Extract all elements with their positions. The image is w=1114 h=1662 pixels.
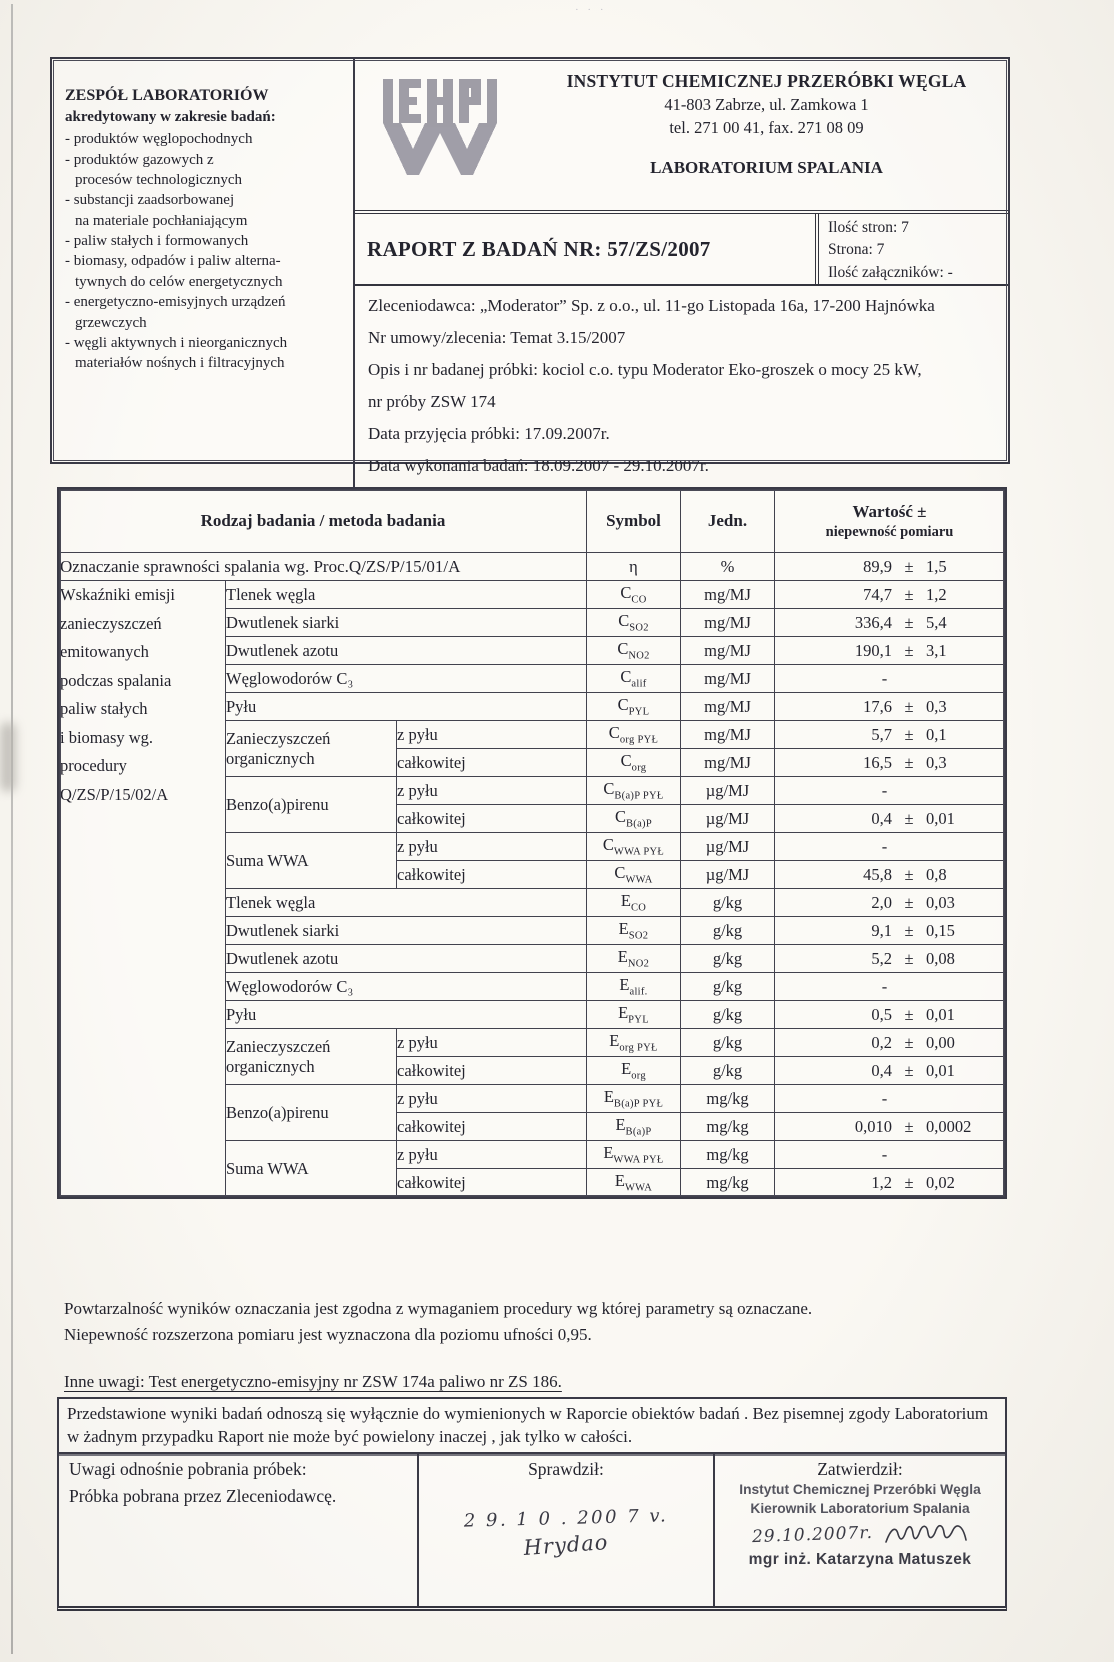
- accreditation-panel: [52, 59, 355, 488]
- test-subname: z pyłu: [397, 833, 587, 861]
- header-unit: Jedn.: [681, 490, 775, 553]
- approval-stamp-line2: Kierownik Laboratorium Spalania: [750, 1500, 970, 1516]
- accreditation-item: - biomasy, odpadów i paliw alterna-: [65, 253, 281, 270]
- unit: mg/MJ: [681, 721, 775, 749]
- institute-name: INSTYTUT CHEMICZNEJ PRZERÓBKI WĘGLA: [566, 71, 967, 91]
- note-line: Powtarzalność wyników oznaczania jest zgodna z wymaganiem procedury wg której parametry są oznaczane.: [64, 1299, 813, 1318]
- scan-smudge: [0, 722, 16, 792]
- header-value-line2: niepewność pomiaru: [825, 523, 954, 540]
- unit: g/kg: [681, 973, 775, 1001]
- checked-signature-handwritten: Hrydao: [522, 1530, 610, 1560]
- sampling-remarks-text: Próbka pobrana przez Zleceniodawcę.: [69, 1486, 337, 1506]
- unit: g/kg: [681, 945, 775, 973]
- unit: µg/MJ: [681, 777, 775, 805]
- unit: g/kg: [681, 917, 775, 945]
- report-title-row: [355, 210, 1008, 286]
- other-remarks: Inne uwagi: Test energetyczno-emisyjny nr ZSW 174a paliwo nr ZS 186.: [64, 1372, 562, 1391]
- test-name: Benzo(a)pirenu: [226, 777, 397, 833]
- symbol: $E_{org PYŁ}$: [587, 1029, 681, 1057]
- sampling-remarks-label: Uwagi odnośnie pobrania próbek:: [69, 1459, 307, 1479]
- approved-date-handwritten: 29.10.2007r.: [751, 1522, 873, 1547]
- symbol: $E_{NO2}$: [587, 945, 681, 973]
- unit: mg/MJ: [681, 693, 775, 721]
- test-name: Węglowodorów C₃: [226, 665, 587, 693]
- accreditation-list: [65, 129, 345, 374]
- symbol: $E_{B(a)P PYŁ}$: [587, 1085, 681, 1113]
- unit: mg/kg: [681, 1085, 775, 1113]
- institute-text: [535, 71, 1008, 178]
- accreditation-title: ZESPÓŁ LABORATORIÓW: [65, 87, 269, 104]
- notes-paragraph: [64, 1296, 1009, 1349]
- approved-by-name: mgr inż. Katarzyna Matuszek: [748, 1550, 972, 1568]
- unit: g/kg: [681, 889, 775, 917]
- signatures-table: [57, 1452, 1007, 1611]
- value: -: [775, 777, 1005, 805]
- report-detail-line: Nr umowy/zlecenia: Temat 3.15/2007: [368, 328, 626, 347]
- ichpw-logo-icon: [375, 71, 525, 179]
- value: 17,6 ± 0,3: [775, 693, 1005, 721]
- symbol: $C_{CO}$: [587, 581, 681, 609]
- value: 45,8 ± 0,8: [775, 861, 1005, 889]
- value: 16,5 ± 0,3: [775, 749, 1005, 777]
- results-table: [59, 489, 1005, 1197]
- report-detail-line: Opis i nr badanej próbki: kociol c.o. typu Moderator Eko-groszek o mocy 25 kW,: [368, 360, 922, 379]
- test-subname: całkowitej: [397, 1057, 587, 1085]
- unit: µg/MJ: [681, 833, 775, 861]
- report-details: [355, 286, 1008, 488]
- unit: mg/MJ: [681, 637, 775, 665]
- unit: g/kg: [681, 1057, 775, 1085]
- checked-by-label: Sprawdził:: [528, 1459, 604, 1479]
- accreditation-item: materiałów nośnych i filtracyjnych: [75, 355, 285, 372]
- symbol: η: [587, 553, 681, 581]
- test-subname: z pyłu: [397, 777, 587, 805]
- test-name: Suma WWA: [226, 833, 397, 889]
- value: -: [775, 1141, 1005, 1169]
- test-group-label: Wskaźniki emisji zanieczyszczeń emitowanych podczas spalania paliw stałych i biomasy wg. procedury Q/ZS/P/15/02/A: [60, 581, 226, 1197]
- test-subname: z pyłu: [397, 1141, 587, 1169]
- pages-info-line: Ilość załączników: -: [828, 263, 953, 281]
- report-detail-line: nr próby ZSW 174: [368, 392, 496, 411]
- header-value-line1: Wartość ±: [852, 501, 927, 521]
- unit: mg/MJ: [681, 749, 775, 777]
- approved-by-cell: [713, 1454, 1005, 1606]
- value: 0,5 ± 0,01: [775, 1001, 1005, 1029]
- report-detail-line: Data przyjęcia próbki: 17.09.2007r.: [368, 424, 610, 443]
- unit: mg/kg: [681, 1113, 775, 1141]
- test-name: Węglowodorów C₃: [226, 973, 587, 1001]
- value: 89,9 ± 1,5: [775, 553, 1005, 581]
- results-row: [60, 581, 1005, 609]
- value: 2,0 ± 0,03: [775, 889, 1005, 917]
- value: 74,7 ± 1,2: [775, 581, 1005, 609]
- test-name: Dwutlenek siarki: [226, 917, 587, 945]
- accreditation-item: - substancji zaadsorbowanej: [65, 192, 235, 209]
- handwritten-signature-icon: [883, 1522, 969, 1548]
- test-subname: z pyłu: [397, 721, 587, 749]
- unit: mg/kg: [681, 1169, 775, 1197]
- test-name: Benzo(a)pirenu: [226, 1085, 397, 1141]
- accreditation-subtitle: akredytowany w zakresie badań:: [65, 108, 276, 125]
- test-subname: całkowitej: [397, 805, 587, 833]
- accreditation-item: - produktów węglopochodnych: [65, 131, 253, 148]
- accreditation-item: tywnych do celów energetycznych: [75, 273, 283, 290]
- value: 1,2 ± 0,02: [775, 1169, 1005, 1197]
- accreditation-item: - energetyczno-emisyjnych urządzeń: [65, 294, 286, 311]
- unit: mg/MJ: [681, 665, 775, 693]
- value: 9,1 ± 0,15: [775, 917, 1005, 945]
- report-header-block: [50, 57, 1010, 475]
- disclaimer-box: [57, 1397, 1007, 1456]
- symbol: $C_{NO2}$: [587, 637, 681, 665]
- value: -: [775, 973, 1005, 1001]
- note-line: Niepewność rozszerzona pomiaru jest wyznaczona dla poziomu ufności 0,95.: [64, 1325, 592, 1345]
- checked-by-cell: [417, 1454, 713, 1606]
- symbol: $C_{WWA}$: [587, 861, 681, 889]
- report-title: RAPORT Z BADAŃ NR: 57/ZS/2007: [367, 236, 711, 261]
- test-name: Dwutlenek azotu: [226, 637, 587, 665]
- test-name: Tlenek węgla: [226, 889, 587, 917]
- symbol: $C_{alif}$: [587, 665, 681, 693]
- unit: mg/MJ: [681, 581, 775, 609]
- accreditation-item: - węgli aktywnych i nieorganicznych: [65, 335, 288, 352]
- disclaimer-text: Przedstawione wyniki badań odnoszą się wyłącznie do wymienionych w Raporcie obiektów badań . Bez pisemnej zgody Laboratorium w żadnym przypadku Raport nie może być powielony inaczej , jak tylko w całości.: [67, 1404, 989, 1447]
- approval-stamp-line1: Instytut Chemicznej Przeróbki Węgla: [739, 1482, 981, 1497]
- symbol: $C_{B(a)P}$: [587, 805, 681, 833]
- report-detail-line: Zleceniodawca: „Moderator” Sp. z o.o., ul. 11-go Listopada 16a, 17-200 Hajnówka: [368, 296, 935, 315]
- accreditation-item: grzewczych: [75, 314, 147, 331]
- scan-edge-line: [11, 4, 13, 1654]
- symbol: $C_{PYL}$: [587, 693, 681, 721]
- results-tbody: [60, 553, 1005, 1197]
- pages-info-line: Strona: 7: [828, 241, 885, 259]
- accreditation-item: - produktów gazowych z: [65, 151, 214, 168]
- unit: g/kg: [681, 1029, 775, 1057]
- pages-info-line: Ilość stron: 7: [828, 219, 909, 236]
- value: 0,4 ± 0,01: [775, 805, 1005, 833]
- unit: g/kg: [681, 1001, 775, 1029]
- symbol: $E_{WWA}$: [587, 1169, 681, 1197]
- unit: µg/MJ: [681, 805, 775, 833]
- checked-date-handwritten: 2 9. 1 0 . 200 7 v.: [463, 1505, 669, 1532]
- unit: mg/MJ: [681, 609, 775, 637]
- test-name: Dwutlenek siarki: [226, 609, 587, 637]
- value: 0,2 ± 0,00: [775, 1029, 1005, 1057]
- institute-header: [355, 59, 1008, 202]
- symbol: $E_{B(a)P}$: [587, 1113, 681, 1141]
- accreditation-item: na materiale pochłaniającym: [75, 212, 248, 229]
- unit: %: [681, 553, 775, 581]
- test-subname: całkowitej: [397, 861, 587, 889]
- approved-date-row: [725, 1522, 995, 1548]
- header-test-type: Rodzaj badania / metoda badania: [60, 490, 587, 553]
- laboratory-name: LABORATORIUM SPALANIA: [650, 158, 883, 177]
- test-name: Zanieczyszczeń organicznych: [226, 721, 397, 777]
- sampling-remarks-cell: [59, 1454, 417, 1606]
- value: -: [775, 833, 1005, 861]
- results-row: [60, 553, 1005, 581]
- unit: mg/kg: [681, 1141, 775, 1169]
- symbol: $E_{WWA PYŁ}$: [587, 1141, 681, 1169]
- value: 5,2 ± 0,08: [775, 945, 1005, 973]
- approved-by-label: Zatwierdził:: [817, 1459, 903, 1479]
- symbol: $C_{org PYŁ}$: [587, 721, 681, 749]
- institute-phone: tel. 271 00 41, fax. 271 08 09: [669, 118, 864, 137]
- test-name: Suma WWA: [226, 1141, 397, 1197]
- test-name: Oznaczanie sprawności spalania wg. Proc.Q/ZS/P/15/01/A: [60, 553, 587, 581]
- pages-info: [815, 214, 1008, 284]
- test-subname: z pyłu: [397, 1085, 587, 1113]
- symbol: $C_{SO2}$: [587, 609, 681, 637]
- results-table-block: [57, 487, 1007, 1199]
- accreditation-item: procesów technologicznych: [75, 171, 243, 188]
- scan-artifact-dots: · · ·: [575, 4, 607, 16]
- header-right: [355, 59, 1008, 488]
- results-header-row: [60, 490, 1005, 553]
- report-detail-line: Data wykonania badań: 18.09.2007 - 29.10.2007r.: [368, 456, 709, 475]
- symbol: $C_{WWA PYŁ}$: [587, 833, 681, 861]
- value: 5,7 ± 0,1: [775, 721, 1005, 749]
- unit: µg/MJ: [681, 861, 775, 889]
- test-name: Pyłu: [226, 1001, 587, 1029]
- value: 0,010 ± 0,0002: [775, 1113, 1005, 1141]
- value: -: [775, 1085, 1005, 1113]
- test-subname: całkowitej: [397, 1113, 587, 1141]
- test-name: Pyłu: [226, 693, 587, 721]
- value: -: [775, 665, 1005, 693]
- symbol: $C_{B(a)P PYŁ}$: [587, 777, 681, 805]
- symbol: $E_{CO}$: [587, 889, 681, 917]
- institute-address: 41-803 Zabrze, ul. Zamkowa 1: [664, 95, 869, 114]
- value: 336,4 ± 5,4: [775, 609, 1005, 637]
- test-name: Tlenek węgla: [226, 581, 587, 609]
- symbol: $C_{org}$: [587, 749, 681, 777]
- value: 0,4 ± 0,01: [775, 1057, 1005, 1085]
- symbol: $E_{PYL}$: [587, 1001, 681, 1029]
- accreditation-item: - paliw stałych i formowanych: [65, 233, 249, 250]
- test-name: Dwutlenek azotu: [226, 945, 587, 973]
- symbol: $E_{SO2}$: [587, 917, 681, 945]
- institute-logo: [375, 71, 535, 184]
- symbol: $E_{org}$: [587, 1057, 681, 1085]
- header-value: [775, 490, 1005, 553]
- symbol: $E_{alif.}$: [587, 973, 681, 1001]
- header-symbol: Symbol: [587, 490, 681, 553]
- test-subname: całkowitej: [397, 749, 587, 777]
- value: 190,1 ± 3,1: [775, 637, 1005, 665]
- test-name: Zanieczyszczeń organicznych: [226, 1029, 397, 1085]
- test-subname: z pyłu: [397, 1029, 587, 1057]
- test-subname: całkowitej: [397, 1169, 587, 1197]
